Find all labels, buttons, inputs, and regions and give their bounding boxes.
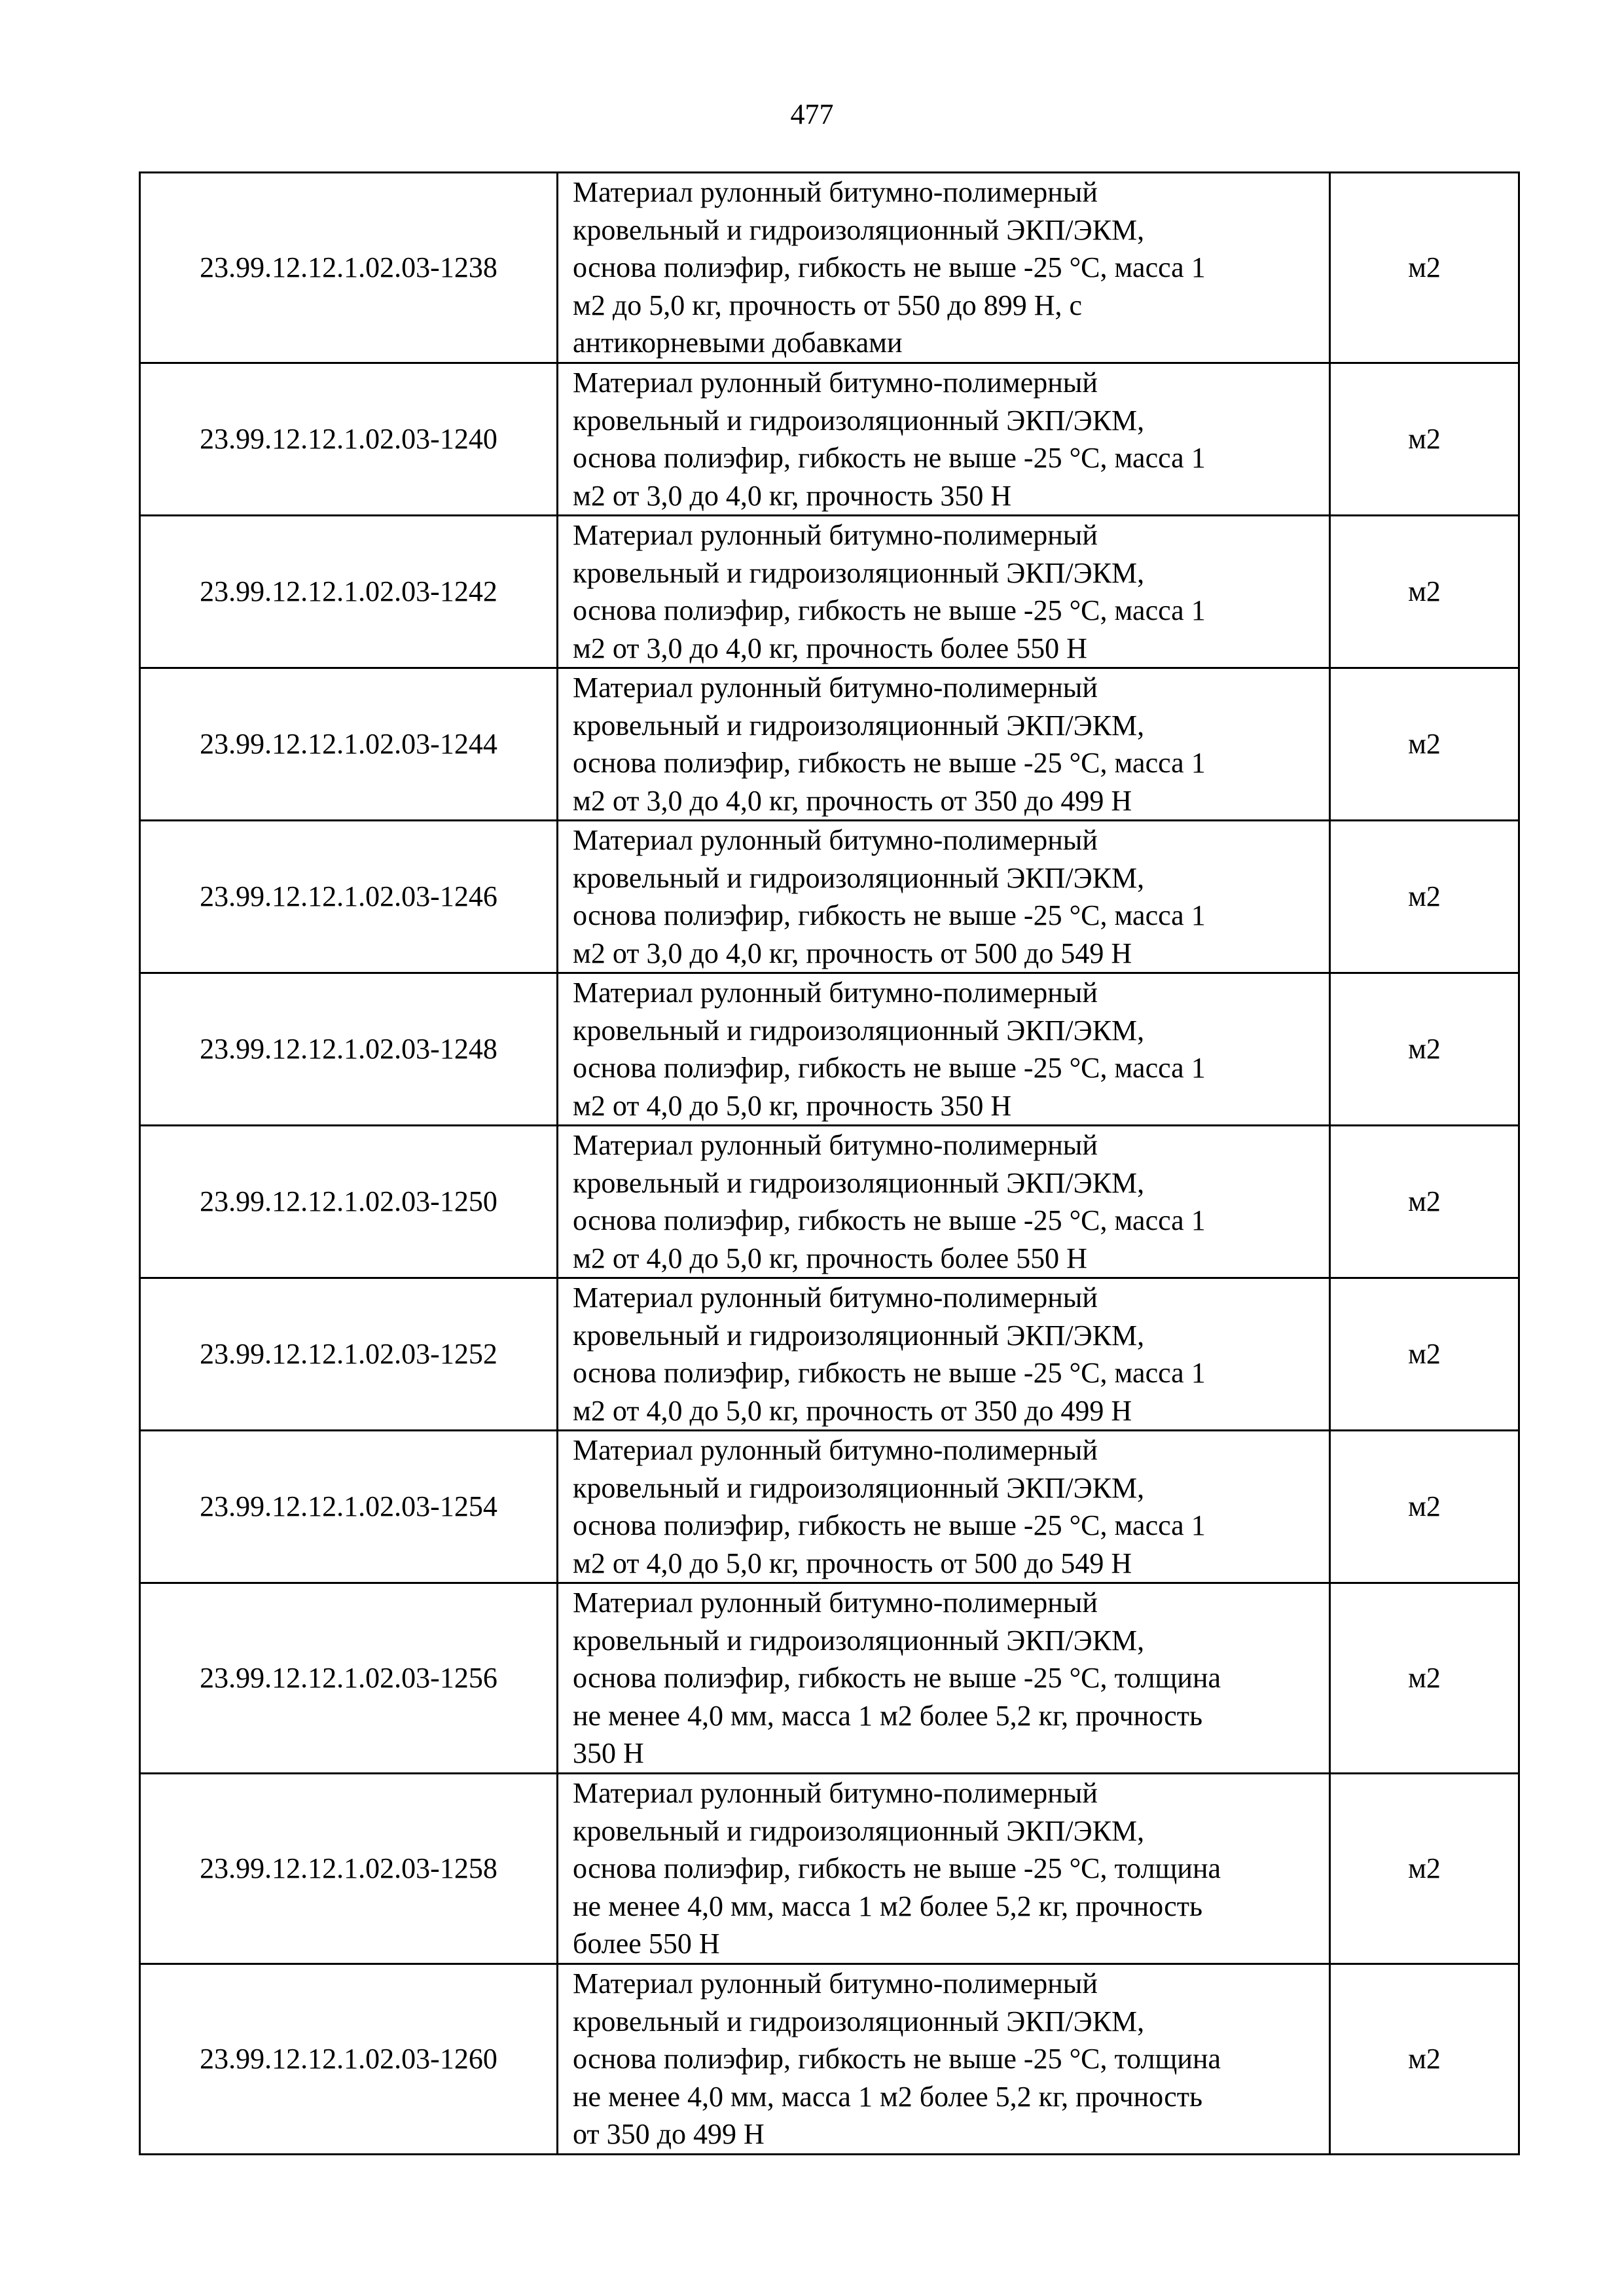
item-unit: м2	[1330, 1278, 1519, 1431]
item-code: 23.99.12.12.1.02.03-1254	[140, 1431, 558, 1583]
item-code: 23.99.12.12.1.02.03-1240	[140, 363, 558, 516]
item-description: Материал рулонный битумно-полимерный кровельный и гидроизоляционный ЭКП/ЭКМ, основа полиэфир, гибкость не выше -25 °С, толщина не менее 4,0 мм, масса 1 м2 более 5,2 кг, прочность более 550 Н	[558, 1774, 1330, 1964]
item-description: Материал рулонный битумно-полимерный кровельный и гидроизоляционный ЭКП/ЭКМ, основа полиэфир, гибкость не выше -25 °С, масса 1 м2 от 3,0 до 4,0 кг, прочность от 350 до 499 Н	[558, 668, 1330, 821]
item-description: Материал рулонный битумно-полимерный кровельный и гидроизоляционный ЭКП/ЭКМ, основа полиэфир, гибкость не выше -25 °С, масса 1 м2 от 3,0 до 4,0 кг, прочность более 550 Н	[558, 516, 1330, 668]
table-row	[140, 1431, 1519, 1583]
item-unit: м2	[1330, 1964, 1519, 2155]
table-row	[140, 363, 1519, 516]
table-row	[140, 973, 1519, 1126]
table-row	[140, 1126, 1519, 1278]
item-code: 23.99.12.12.1.02.03-1260	[140, 1964, 558, 2155]
item-unit: м2	[1330, 1431, 1519, 1583]
item-unit: м2	[1330, 363, 1519, 516]
item-code: 23.99.12.12.1.02.03-1250	[140, 1126, 558, 1278]
materials-table-body	[140, 173, 1519, 2155]
item-code: 23.99.12.12.1.02.03-1238	[140, 173, 558, 363]
item-description: Материал рулонный битумно-полимерный кровельный и гидроизоляционный ЭКП/ЭКМ, основа полиэфир, гибкость не выше -25 °С, толщина не менее 4,0 мм, масса 1 м2 более 5,2 кг, прочность от 350 до 499 Н	[558, 1964, 1330, 2155]
item-description: Материал рулонный битумно-полимерный кровельный и гидроизоляционный ЭКП/ЭКМ, основа полиэфир, гибкость не выше -25 °С, масса 1 м2 от 3,0 до 4,0 кг, прочность от 500 до 549 Н	[558, 821, 1330, 973]
table-row	[140, 668, 1519, 821]
item-unit: м2	[1330, 1126, 1519, 1278]
page-number: 477	[790, 98, 834, 130]
item-unit: м2	[1330, 668, 1519, 821]
item-description: Материал рулонный битумно-полимерный кровельный и гидроизоляционный ЭКП/ЭКМ, основа полиэфир, гибкость не выше -25 °С, масса 1 м2 от 3,0 до 4,0 кг, прочность 350 Н	[558, 363, 1330, 516]
item-description: Материал рулонный битумно-полимерный кровельный и гидроизоляционный ЭКП/ЭКМ, основа полиэфир, гибкость не выше -25 °С, масса 1 м2 до 5,0 кг, прочность от 550 до 899 Н, с антикорневыми добавками	[558, 173, 1330, 363]
table-row	[140, 821, 1519, 973]
item-unit: м2	[1330, 173, 1519, 363]
table-row	[140, 1278, 1519, 1431]
item-description: Материал рулонный битумно-полимерный кровельный и гидроизоляционный ЭКП/ЭКМ, основа полиэфир, гибкость не выше -25 °С, масса 1 м2 от 4,0 до 5,0 кг, прочность более 550 Н	[558, 1126, 1330, 1278]
item-description: Материал рулонный битумно-полимерный кровельный и гидроизоляционный ЭКП/ЭКМ, основа полиэфир, гибкость не выше -25 °С, толщина не менее 4,0 мм, масса 1 м2 более 5,2 кг, прочность 350 Н	[558, 1583, 1330, 1774]
item-description: Материал рулонный битумно-полимерный кровельный и гидроизоляционный ЭКП/ЭКМ, основа полиэфир, гибкость не выше -25 °С, масса 1 м2 от 4,0 до 5,0 кг, прочность 350 Н	[558, 973, 1330, 1126]
table-row	[140, 516, 1519, 668]
table-row	[140, 173, 1519, 363]
item-code: 23.99.12.12.1.02.03-1242	[140, 516, 558, 668]
item-description: Материал рулонный битумно-полимерный кровельный и гидроизоляционный ЭКП/ЭКМ, основа полиэфир, гибкость не выше -25 °С, масса 1 м2 от 4,0 до 5,0 кг, прочность от 500 до 549 Н	[558, 1431, 1330, 1583]
item-unit: м2	[1330, 1774, 1519, 1964]
item-code: 23.99.12.12.1.02.03-1258	[140, 1774, 558, 1964]
item-code: 23.99.12.12.1.02.03-1252	[140, 1278, 558, 1431]
item-unit: м2	[1330, 516, 1519, 668]
table-row	[140, 1774, 1519, 1964]
table-row	[140, 1583, 1519, 1774]
item-unit: м2	[1330, 973, 1519, 1126]
table-row	[140, 1964, 1519, 2155]
materials-table	[139, 171, 1520, 2155]
item-code: 23.99.12.12.1.02.03-1246	[140, 821, 558, 973]
item-unit: м2	[1330, 821, 1519, 973]
item-code: 23.99.12.12.1.02.03-1248	[140, 973, 558, 1126]
item-code: 23.99.12.12.1.02.03-1256	[140, 1583, 558, 1774]
item-unit: м2	[1330, 1583, 1519, 1774]
item-code: 23.99.12.12.1.02.03-1244	[140, 668, 558, 821]
item-description: Материал рулонный битумно-полимерный кровельный и гидроизоляционный ЭКП/ЭКМ, основа полиэфир, гибкость не выше -25 °С, масса 1 м2 от 4,0 до 5,0 кг, прочность от 350 до 499 Н	[558, 1278, 1330, 1431]
